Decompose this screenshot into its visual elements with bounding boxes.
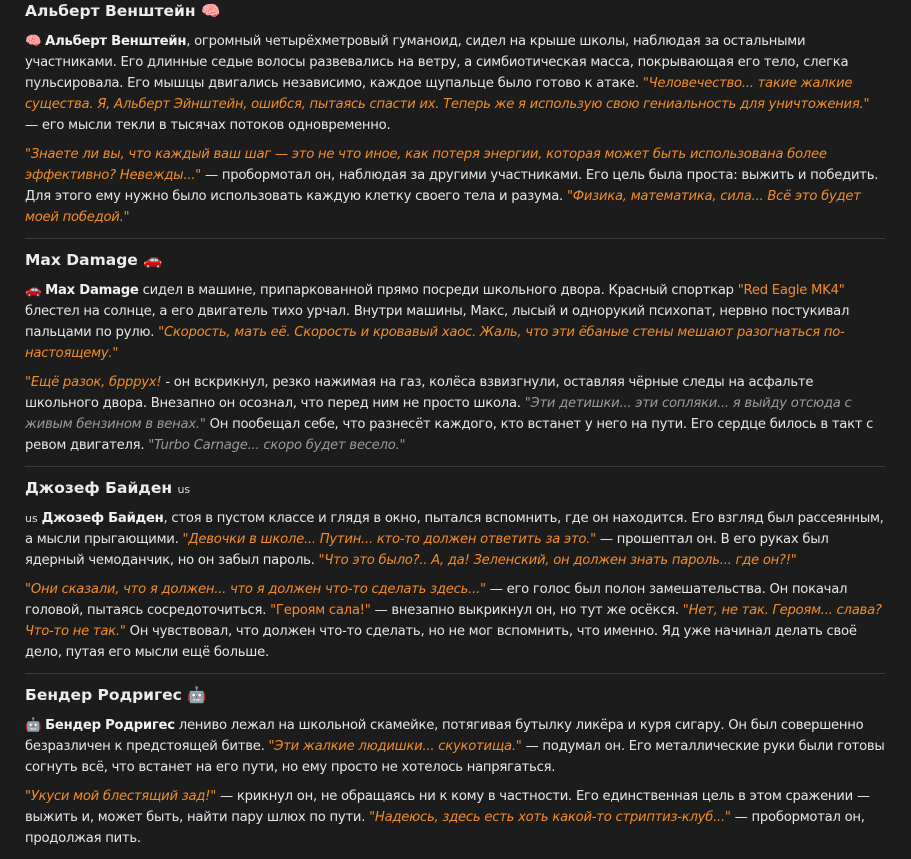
robot-icon: 🤖 (187, 686, 207, 704)
character-heading (25, 478, 885, 498)
narration: Он чувствовал, что должен что-то сделать, но не мог вспомнить, что именно. Яд уже начинал делать своё дело, путая его мысли ещё больше. (25, 624, 857, 660)
character-section-einstein (25, 0, 885, 239)
narration: , стоя в пустом классе и глядя в окно, пытался вспомнить, где он находится. Его взгляд был рассеянным, а мысли прыгающими. (25, 511, 884, 547)
car-icon: 🚗 (143, 251, 163, 269)
quote: "Девочки в школе... Путин... кто-то должен ответить за это." (182, 532, 596, 547)
heading-text: Альберт Венштейн (25, 2, 196, 20)
character-name: Бендер Родригес (45, 718, 175, 733)
character-heading (25, 250, 885, 270)
narration: сидел в машине, припаркованной прямо посреди школьного двора. Красный спорткар (138, 283, 738, 298)
character-section-bender (25, 685, 885, 859)
heading-text: Бендер Родригес (25, 686, 182, 704)
paragraph (25, 31, 885, 136)
us-flag-icon: us (25, 512, 38, 525)
narration: Он пообещал себе, что разнесёт каждого, кто встанет у него на пути. Его сердце билось в такт с ревом двигателя. (25, 417, 874, 453)
quote: "Физика, математика, сила... Всё это будет моей победой." (25, 189, 861, 225)
narration: - он вскрикнул, резко нажимая на газ, колёса взвизгнули, оставляя чёрные следы на асфальте школьного двора. Внезапно он осознал, что перед ним не просто школа. (25, 375, 814, 411)
brain-icon: 🧠 (200, 2, 221, 20)
quote: "Скорость, мать её. Скорость и кровавый хаос. Жаль, что эти ёбаные стены мешают разогнаться по-настоящему." (25, 325, 845, 361)
character-heading (25, 685, 885, 705)
quote: "Знаете ли вы, что каждый ваш шаг — это не что иное, как потеря энергии, которая может быть использована более эффективно? Невежды..." (25, 147, 827, 183)
quote: "Они сказали, что я должен... что я должен что-то сделать здесь..." (25, 582, 486, 597)
character-heading (25, 0, 885, 21)
narration: — внезапно выкрикнул он, но тут же осёкся. (370, 603, 683, 618)
character-section-max-damage (25, 250, 885, 467)
narration: блестел на солнце, а его двигатель тихо урчал. Внутри машины, Макс, лысый и однорукий психопат, нервно постукивал пальцами по рулю. (25, 304, 850, 340)
paragraph (25, 786, 885, 849)
narration: — пробормотал он, продолжая пить. (25, 810, 865, 846)
paragraph (25, 144, 885, 228)
quote: "Человечество... такие жалкие существа. Я, Альберт Эйнштейн, ошибся, пытаясь спасти их. Теперь же я использую свою гениальность для уничтожения." (25, 76, 870, 112)
paragraph (25, 372, 885, 456)
quote: "Эти жалкие людишки... скукотища." (268, 739, 522, 754)
quote: "Укуси мой блестящий зад!" (25, 789, 217, 804)
character-name: Альберт Венштейн (45, 34, 187, 49)
quote: "Эти детишки... эти сопляки... я выйду отсюда с живым бензином в венах." (25, 396, 852, 432)
brain-icon: 🧠 (25, 34, 42, 49)
quote: "Нет, не так. Героям... слава? Что-то не так." (25, 603, 882, 639)
quote: "Ещё разок, брррух! (25, 375, 162, 390)
paragraph (25, 715, 885, 778)
quote: "Что это было?.. А, да! Зеленский, он должен знать пароль... где он?!" (318, 553, 797, 568)
heading-text: Джозеф Байден (25, 479, 173, 497)
paragraph (25, 280, 885, 364)
character-name: Джозеф Байден (41, 511, 164, 526)
us-flag-icon: us (177, 483, 191, 496)
heading-text: Max Damage (25, 251, 138, 269)
character-name: Max Damage (45, 283, 139, 298)
narration: — прошептал он. В его руках был ядерный чемоданчик, но он забыл пароль. (25, 532, 829, 568)
narration: лениво лежал на школьной скамейке, потягивая бутылку ликёра и куря сигару. Он был совершенно безразличен к предстоящей битве. (25, 718, 864, 754)
narration: — пробормотал он, наблюдая за другими участниками. Его цель была проста: выжить и победить. Для этого ему нужно было использовать каждую клетку своего тела и разума. (25, 168, 879, 204)
character-section-biden (25, 478, 885, 674)
quote: "Героям сала!" (270, 603, 371, 618)
quote: "Red Eagle MK4" (737, 283, 845, 298)
narration: — его голос был полон замешательства. Он покачал головой, пытаясь сосредоточиться. (25, 582, 848, 618)
quote: "Turbo Carnage... скоро будет весело." (148, 438, 406, 453)
car-icon: 🚗 (25, 283, 42, 298)
narration: — крикнул он, не обращаясь ни к кому в частности. Его единственная цель в этом сражении — выжить и, может быть, найти пару шлюх по пути. (25, 789, 870, 825)
narration: — подумал он. Его металлические руки были готовы согнуть всё, что встанет на его пути, но ему просто не хотелось напрягаться. (25, 739, 885, 775)
narration: — его мысли текли в тысячах потоков одновременно. (25, 118, 391, 133)
narration: , огромный четырёхметровый гуманоид, сидел на крыше школы, наблюдая за остальными участниками. Его длинные седые волосы развевались на ветру, а симбиотическая масса, покрывающая его тело, слегка пульсировала. Его мышцы двигались независимо, каждое щупальце было готово к атаке. (25, 34, 849, 91)
quote: "Надеюсь, здесь есть хоть какой-то стриптиз-клуб..." (369, 810, 731, 825)
paragraph (25, 508, 885, 571)
robot-icon: 🤖 (25, 718, 42, 733)
paragraph (25, 579, 885, 663)
